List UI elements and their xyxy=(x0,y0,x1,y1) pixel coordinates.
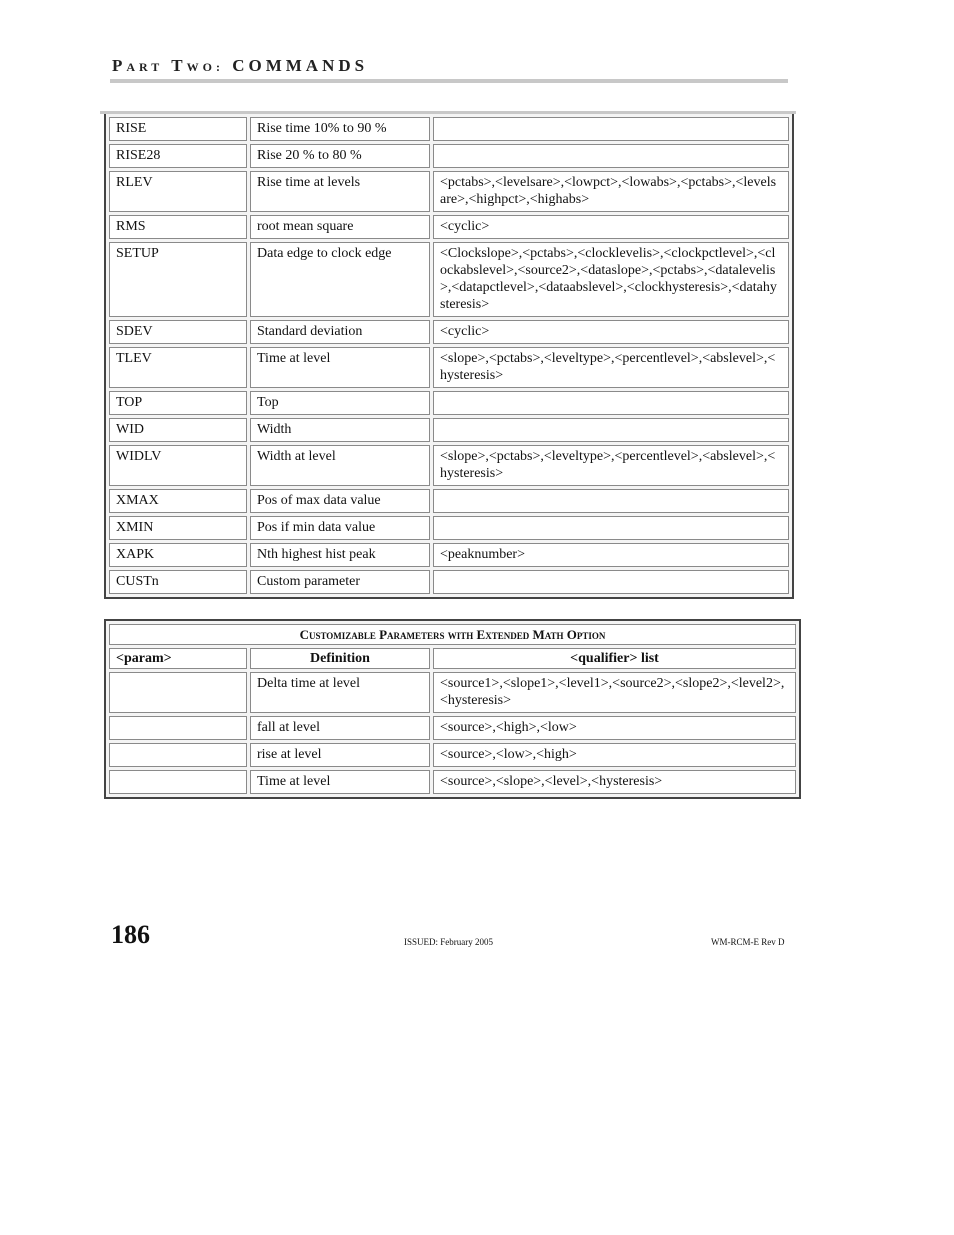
definition-text: Pos of max data value xyxy=(257,493,381,508)
cell-definition xyxy=(250,320,430,344)
table-row xyxy=(109,743,796,767)
cell-param xyxy=(109,347,247,388)
header-rule xyxy=(110,79,788,83)
cell-definition xyxy=(250,743,430,767)
definition-text: Time at level xyxy=(257,351,331,366)
qualifier-text: <cyclic> xyxy=(440,219,490,234)
header-qualifier: <qualifier> list xyxy=(433,648,796,669)
header-two-rest: WO xyxy=(186,60,216,74)
definition-text: Time at level xyxy=(257,774,331,789)
definition-text: Width at level xyxy=(257,449,336,464)
definition-text: Standard deviation xyxy=(257,324,363,339)
table-row xyxy=(109,347,789,388)
table-row xyxy=(109,391,789,415)
header-two-first: T xyxy=(171,56,187,75)
param-text: RISE28 xyxy=(116,148,161,163)
cell-qualifier xyxy=(433,215,789,239)
cell-definition xyxy=(250,242,430,317)
extended-math-caption-row xyxy=(109,624,796,645)
cell-definition xyxy=(250,770,430,794)
cell-definition xyxy=(250,347,430,388)
cell-qualifier xyxy=(433,672,796,713)
table-row xyxy=(109,117,789,141)
param-text: CUSTn xyxy=(116,574,159,589)
param-text: XMIN xyxy=(116,520,154,535)
cell-param xyxy=(109,716,247,740)
cell-definition xyxy=(250,570,430,594)
table-row xyxy=(109,516,789,540)
param-text: TOP xyxy=(116,395,143,410)
extended-math-caption: Customizable Parameters with Extended Math Option xyxy=(109,624,796,645)
running-header xyxy=(112,56,368,76)
cell-param xyxy=(109,570,247,594)
cell-param xyxy=(109,391,247,415)
extended-math-header-row xyxy=(109,648,796,669)
header-definition: Definition xyxy=(250,648,430,669)
qualifier-text: <slope>,<pctabs>,<leveltype>,<percentlevel>,<abslevel>,<hysteresis> xyxy=(440,351,776,383)
cell-qualifier xyxy=(433,543,789,567)
cell-qualifier xyxy=(433,716,796,740)
table-row xyxy=(109,672,796,713)
cell-definition xyxy=(250,391,430,415)
table-row xyxy=(109,320,789,344)
param-text: WID xyxy=(116,422,144,437)
qualifier-text: <peaknumber> xyxy=(440,547,525,562)
header-commands: COMMANDS xyxy=(232,56,369,75)
cell-qualifier xyxy=(433,445,789,486)
table-row xyxy=(109,171,789,212)
cell-definition xyxy=(250,672,430,713)
cell-qualifier xyxy=(433,144,789,168)
definition-text: rise at level xyxy=(257,747,322,762)
cell-qualifier xyxy=(433,391,789,415)
qualifier-text: <Clockslope>,<pctabs>,<clocklevelis>,<clockpctlevel>,<clockabslevel>,<source2>,<dataslope>,<pctabs>,<datalevelis>,<datapctlevel>,<dataabslevel>,<clockhysteresis>,<datahysteresis> xyxy=(440,246,777,312)
definition-text: Pos if min data value xyxy=(257,520,376,535)
cell-definition xyxy=(250,543,430,567)
cell-qualifier xyxy=(433,516,789,540)
table-row xyxy=(109,215,789,239)
qualifier-text: <source>,<slope>,<level>,<hysteresis> xyxy=(440,774,663,789)
cell-qualifier xyxy=(433,570,789,594)
cell-qualifier xyxy=(433,743,796,767)
param-text: RISE xyxy=(116,121,147,136)
cell-qualifier xyxy=(433,117,789,141)
definition-text: Width xyxy=(257,422,292,437)
parameters-table xyxy=(104,114,794,599)
definition-text: Nth highest hist peak xyxy=(257,547,376,562)
qualifier-text: <source1>,<slope1>,<level1>,<source2>,<slope2>,<level2>, xyxy=(440,676,785,691)
cell-definition xyxy=(250,716,430,740)
page-number: 186 xyxy=(111,920,150,949)
cell-qualifier xyxy=(433,242,789,317)
cell-qualifier xyxy=(433,171,789,212)
cell-definition xyxy=(250,516,430,540)
qualifier-text: <pctabs>,<levelsare>,<lowpct>,<lowabs>,<pctabs>,<levelsare>,<highpct>,<highabs> xyxy=(440,175,777,207)
cell-param xyxy=(109,516,247,540)
cell-param xyxy=(109,418,247,442)
qualifier-text: <slope>,<pctabs>,<leveltype>,<percentlevel>,<abslevel>,<hysteresis> xyxy=(440,449,776,481)
cell-param xyxy=(109,672,247,713)
cell-param xyxy=(109,445,247,486)
qualifier-text: <source>,<low>,<high> xyxy=(440,747,577,762)
cell-param xyxy=(109,171,247,212)
param-text: TLEV xyxy=(116,351,152,366)
cell-param xyxy=(109,117,247,141)
cell-definition xyxy=(250,117,430,141)
qualifier-continued-text: <hysteresis> xyxy=(440,693,512,708)
cell-definition xyxy=(250,418,430,442)
param-text: RMS xyxy=(116,219,146,234)
cell-definition xyxy=(250,489,430,513)
cell-param xyxy=(109,543,247,567)
cell-definition xyxy=(250,445,430,486)
cell-param xyxy=(109,489,247,513)
definition-text: Rise 20 % to 80 % xyxy=(257,148,362,163)
cell-param xyxy=(109,215,247,239)
header-colon: : xyxy=(215,60,224,74)
table-row xyxy=(109,543,789,567)
param-text: RLEV xyxy=(116,175,153,190)
param-text: SETUP xyxy=(116,246,159,261)
cell-param xyxy=(109,320,247,344)
cell-param xyxy=(109,770,247,794)
extended-math-table xyxy=(104,619,801,799)
param-text: XMAX xyxy=(116,493,159,508)
qualifier-text: <source>,<high>,<low> xyxy=(440,720,577,735)
header-param: <param> xyxy=(109,648,247,669)
table-row xyxy=(109,770,796,794)
cell-qualifier xyxy=(433,489,789,513)
cell-param xyxy=(109,144,247,168)
issued-date: ISSUED: February 2005 xyxy=(404,937,493,947)
parameters-table-body xyxy=(109,117,789,594)
definition-text: Rise time 10% to 90 % xyxy=(257,121,387,136)
cell-param xyxy=(109,242,247,317)
definition-text: Top xyxy=(257,395,279,410)
extended-math-table-body xyxy=(109,672,796,794)
cell-definition xyxy=(250,215,430,239)
table-row xyxy=(109,570,789,594)
definition-text: Rise time at levels xyxy=(257,175,361,190)
cell-qualifier xyxy=(433,418,789,442)
qualifier-text: <cyclic> xyxy=(440,324,490,339)
param-text: XAPK xyxy=(116,547,155,562)
header-part-rest: ART xyxy=(126,60,164,74)
document-id: WM-RCM-E Rev D xyxy=(711,937,785,947)
definition-text: fall at level xyxy=(257,720,320,735)
param-text: SDEV xyxy=(116,324,153,339)
table-row xyxy=(109,144,789,168)
table-row xyxy=(109,242,789,317)
definition-text: Data edge to clock edge xyxy=(257,246,392,261)
definition-text: root mean square xyxy=(257,219,354,234)
table-row xyxy=(109,445,789,486)
table-row xyxy=(109,489,789,513)
definition-text: Delta time at level xyxy=(257,676,361,691)
cell-qualifier xyxy=(433,347,789,388)
table-row xyxy=(109,716,796,740)
header-part-first: P xyxy=(112,56,127,75)
cell-definition xyxy=(250,171,430,212)
cell-definition xyxy=(250,144,430,168)
definition-text: Custom parameter xyxy=(257,574,361,589)
param-text: WIDLV xyxy=(116,449,162,464)
cell-qualifier xyxy=(433,770,796,794)
cell-qualifier xyxy=(433,320,789,344)
table-row xyxy=(109,418,789,442)
cell-param xyxy=(109,743,247,767)
